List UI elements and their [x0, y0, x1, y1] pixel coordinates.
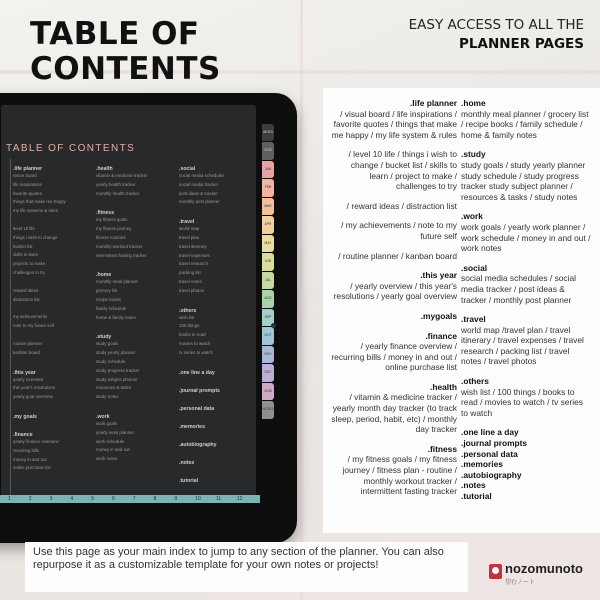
toc-item-link[interactable]: routine planner	[13, 340, 43, 346]
group-gap	[179, 207, 256, 216]
month-number-link[interactable]: 12	[236, 496, 243, 502]
toc-item-link[interactable]: my life systems & rules	[13, 208, 58, 214]
toc-item-link[interactable]: home & family notes	[96, 314, 136, 320]
toc-item-link[interactable]: yearly health tracker	[96, 181, 136, 187]
toc-item-link[interactable]: fitness routines	[96, 234, 126, 240]
footer-note	[25, 542, 468, 592]
tablet-mockup	[0, 93, 297, 543]
toc-item-link[interactable]: online purchase list	[13, 465, 51, 471]
toc-item-link[interactable]: work goals	[96, 420, 117, 426]
group-gap	[179, 412, 256, 421]
panel-right-column	[461, 98, 591, 511]
toc-item-link[interactable]: social media schedules	[179, 173, 225, 178]
toc-item-link[interactable]: life inspirations	[13, 181, 43, 187]
toc-section-link[interactable]: .personal data	[179, 405, 215, 412]
toc-item-link[interactable]: vitamin & medicine tracker	[96, 173, 148, 178]
side-tab-nov[interactable]: NOV	[262, 346, 274, 363]
month-number-link[interactable]: 9	[174, 496, 178, 502]
toc-section-link[interactable]: .this year	[13, 369, 36, 376]
group-gap	[96, 198, 178, 207]
toc-item-link[interactable]: world map	[179, 226, 200, 232]
section-items: monthly meal planner / grocery list / recipe books / family schedule / home & family notes	[461, 108, 589, 140]
group-gap	[179, 394, 256, 403]
toc-item-link[interactable]: travel photos	[179, 287, 205, 293]
footer-text: Use this page as your main index to jump to any section of the planner. You can also repurpose it as a customizable template for your own notes or projects!	[33, 546, 444, 571]
contents-section	[461, 263, 591, 305]
logo-mark-icon	[489, 564, 502, 579]
toc-section-link[interactable]: .social	[179, 166, 196, 172]
month-number-link[interactable]: 3	[49, 496, 53, 502]
month-number-link[interactable]: 7	[132, 496, 136, 502]
toc-section-link[interactable]: .fitness	[96, 210, 115, 217]
toc-item-link[interactable]: bucket list	[13, 243, 33, 249]
contents-section	[461, 149, 591, 202]
month-number-link[interactable]: 2	[28, 496, 32, 502]
toc-section-link[interactable]: .home	[96, 272, 112, 279]
section-items: wish list / 100 things / books to read / movies to watch / tv series to watch	[461, 386, 583, 418]
toc-item-link[interactable]: monthly post planner	[179, 199, 220, 205]
section-items: / my achievements / note to my future self	[341, 220, 457, 241]
section-items: / routine planner / kanban board	[338, 250, 457, 261]
side-tab-jan[interactable]: JAN	[262, 161, 274, 178]
section-items: / yearly finance overview / recurring bills / money in and out / online purchase list	[331, 341, 457, 373]
contents-section	[331, 382, 457, 435]
month-number-link[interactable]: 11	[216, 496, 222, 502]
toc-item-link[interactable]: my fitness journey	[96, 226, 132, 232]
toc-item-link[interactable]: wish list	[179, 314, 195, 320]
contents-section	[461, 438, 591, 449]
toc-item-link[interactable]: 100 things	[179, 323, 200, 329]
toc-section-link[interactable]: .memories	[179, 423, 205, 430]
toc-column-1	[13, 163, 95, 473]
toc-item-link[interactable]: reward ideas	[13, 287, 39, 293]
section-heading: .personal data	[461, 448, 518, 459]
toc-section-link[interactable]: .one line a day	[179, 369, 215, 376]
side-tab-strip	[262, 124, 274, 420]
section-heading: .social	[461, 262, 488, 273]
section-items: / visual board / life inspirations / favorite quotes / things that make me happy / my life system & rules	[331, 108, 457, 140]
toc-section-link[interactable]: .study	[96, 334, 112, 341]
toc-item-link[interactable]: travel itinerary	[179, 243, 207, 249]
toc-item-link[interactable]: skills to learn	[13, 252, 39, 258]
group-gap	[179, 296, 256, 305]
toc-item-link[interactable]: things that make me happy	[13, 199, 66, 205]
toc-item-link[interactable]: money in and out	[13, 456, 47, 462]
panel-left-column	[331, 98, 457, 506]
toc-item-link[interactable]: money in and out	[96, 447, 130, 453]
side-tab-dec[interactable]: DEC	[262, 364, 274, 381]
section-heading: .health	[430, 381, 457, 392]
month-number-link[interactable]: 10	[195, 496, 201, 502]
toc-item-link[interactable]: favorite quotes	[13, 190, 42, 196]
contents-section	[461, 470, 591, 481]
camera-dot	[271, 323, 276, 328]
contents-section	[331, 251, 457, 262]
section-items: work goals / yearly work planner / work schedule / money in and out / work notes	[461, 221, 591, 254]
toc-section-link[interactable]: .health	[96, 166, 113, 172]
toc-item-link[interactable]: recipe books	[96, 296, 121, 302]
toc-section-link[interactable]: .finance	[13, 431, 33, 438]
section-heading: .one line a day	[461, 427, 519, 438]
toc-item-link[interactable]: challenges to try	[13, 269, 45, 275]
side-tab-notes[interactable]: NOTES	[262, 401, 274, 418]
toc-item-link[interactable]: movies to watch	[179, 340, 211, 346]
group-gap	[179, 358, 256, 367]
contents-section	[331, 149, 457, 191]
toc-column-2	[96, 163, 178, 464]
toc-item-link[interactable]: resources & tasks	[96, 385, 131, 391]
toc-item-link[interactable]: tv series to watch	[179, 349, 213, 355]
toc-section-link[interactable]: .notes	[179, 459, 195, 466]
contents-section	[331, 331, 457, 373]
toc-item-link[interactable]: yearly overview	[13, 376, 44, 382]
contents-section	[331, 444, 457, 497]
section-items: social media schedules / social media tracker / post ideas & tracker / monthly post planner	[461, 273, 576, 305]
section-heading: .work	[461, 211, 483, 222]
section-heading: .mygoals	[420, 310, 457, 321]
group-gap	[13, 216, 95, 225]
toc-column-3	[179, 163, 256, 484]
toc-item-link[interactable]: work notes	[96, 456, 118, 462]
toc-section-link[interactable]: .life planner	[13, 166, 43, 172]
month-number-link[interactable]: 6	[112, 496, 115, 502]
section-items: / vitamin & medicine tracker / yearly month day tracker (to track sleep, period, habit, etc) / monthly day tracker	[331, 392, 457, 435]
toc-item-link[interactable]: monthly health tracker	[96, 190, 140, 196]
side-tab-feb[interactable]: FEB	[262, 179, 274, 196]
contents-section	[331, 220, 457, 241]
group-gap	[13, 331, 95, 340]
toc-section-link[interactable]: .autobiography	[179, 441, 217, 448]
section-heading: .memories	[461, 459, 503, 470]
side-tab-2026[interactable]: 2026	[262, 383, 274, 400]
toc-item-link[interactable]: family schedule	[96, 305, 127, 311]
logo-sub: 望むノート	[505, 580, 535, 586]
toc-item-link[interactable]: monthly meal planner	[96, 279, 138, 285]
contents-section	[461, 459, 591, 470]
group-gap	[13, 420, 95, 429]
toc-item-link[interactable]: projects to make	[13, 261, 46, 267]
toc-item-link[interactable]: kanban board	[13, 349, 40, 355]
page-title	[30, 17, 221, 87]
month-bar	[0, 495, 260, 503]
section-heading: .tutorial	[461, 491, 492, 501]
side-tab-sep[interactable]: SEP	[262, 309, 274, 326]
toc-item-link[interactable]: grocery list	[96, 288, 118, 294]
section-items: / yearly overview / this year's resolutions / yearly goal overview	[333, 280, 457, 302]
section-items: / level 10 life / things i wish to change / bucket list / skills to learn / project to make / challenges to try	[348, 149, 457, 192]
toc-item-link[interactable]: post ideas & tracker	[179, 190, 218, 196]
toc-item-link[interactable]: study schedule	[96, 358, 126, 364]
month-number-link[interactable]: 1	[8, 496, 11, 502]
toc-item-link[interactable]: study goals	[96, 341, 119, 347]
group-gap	[13, 304, 95, 313]
toc-item-link[interactable]: study notes	[96, 394, 119, 400]
brand-logo	[489, 561, 599, 591]
toc-section-link[interactable]: .work	[96, 413, 110, 420]
contents-section	[331, 98, 457, 140]
toc-item-link[interactable]: work schedule	[96, 438, 125, 444]
contents-section	[331, 311, 457, 322]
contents-section	[461, 314, 591, 367]
toc-item-link[interactable]: yearly goal overview	[13, 394, 53, 400]
contents-section	[461, 480, 591, 491]
toc-item-link[interactable]: travel expenses	[179, 252, 210, 258]
toc-item-link[interactable]: study yearly planner	[96, 350, 136, 356]
toc-item-link[interactable]: distraction list	[13, 296, 40, 302]
toc-item-link[interactable]: my fitness goals	[96, 217, 128, 223]
contents-section	[461, 427, 591, 438]
toc-section-link[interactable]: .others	[179, 307, 197, 314]
group-gap	[96, 402, 178, 411]
side-tab-aug[interactable]: AUG	[262, 290, 274, 307]
section-heading: .notes	[461, 480, 486, 491]
toc-item-link[interactable]: books to read	[179, 332, 206, 338]
toc-item-link[interactable]: study progress tracker	[96, 367, 140, 373]
section-items: study goals / study yearly planner study schedule / study progress tracker study subject planner / resources & tasks / study notes	[461, 159, 586, 202]
subtitle-line: EASY ACCESS TO ALL THE	[408, 17, 584, 33]
section-heading: .finance	[425, 330, 457, 341]
contents-section	[461, 98, 591, 140]
divider	[10, 159, 11, 496]
toc-item-link[interactable]: yearly finance overview	[13, 438, 59, 444]
subtitle-line-bold: PLANNER PAGES	[459, 36, 584, 52]
background-stripe	[300, 0, 303, 600]
section-heading: .life planner	[409, 98, 457, 108]
toc-item-link[interactable]: intermittent fasting tracker	[96, 252, 147, 258]
group-gap	[13, 278, 95, 287]
month-number-link[interactable]: 4	[70, 496, 74, 502]
contents-section	[331, 201, 457, 212]
side-tab-index[interactable]: INDEX	[262, 124, 274, 141]
section-heading: .autobiography	[461, 469, 522, 480]
toc-section-link[interactable]: .my goals	[13, 413, 37, 420]
group-gap	[179, 376, 256, 385]
contents-section	[461, 376, 591, 418]
side-tab-mar[interactable]: MAR	[262, 198, 274, 215]
toc-section-link[interactable]: .tutorial	[179, 477, 199, 484]
screen-title: TABLE OF CONTENTS	[6, 143, 136, 154]
title-line: CONTENTS	[30, 51, 221, 87]
contents-section	[331, 270, 457, 302]
toc-item-link[interactable]: level 10 life	[13, 225, 35, 231]
toc-item-link[interactable]: note to my future self	[13, 323, 54, 329]
section-heading: .this year	[420, 270, 457, 281]
contents-section	[461, 449, 591, 460]
toc-section-link[interactable]: .journal prompts	[179, 387, 220, 394]
toc-item-link[interactable]: packing list	[179, 270, 201, 276]
toc-item-link[interactable]: travel notes	[179, 278, 202, 284]
month-number-link[interactable]: 5	[91, 496, 94, 502]
toc-item-link[interactable]: vision board	[13, 173, 37, 178]
toc-item-link[interactable]: my achievements	[13, 314, 48, 320]
side-tab-apr[interactable]: APR	[262, 216, 274, 233]
toc-item-link[interactable]: things i wish to change	[13, 234, 58, 240]
toc-item-link[interactable]: yearly work planner	[96, 429, 135, 435]
group-gap	[179, 466, 256, 475]
toc-item-link[interactable]: travel plan	[179, 234, 200, 240]
section-heading: .home	[461, 98, 486, 108]
contents-section	[461, 491, 591, 502]
side-tab-2025[interactable]: 2025	[262, 142, 274, 159]
toc-section-link[interactable]: .travel	[179, 219, 195, 226]
tablet-screen	[1, 105, 256, 496]
group-gap	[13, 402, 95, 411]
toc-item-link[interactable]: travel research	[179, 261, 209, 267]
group-gap	[96, 322, 178, 331]
contents-section	[461, 211, 591, 253]
toc-item-link[interactable]: social media tracker	[179, 181, 219, 187]
group-gap	[179, 448, 256, 457]
section-items: / reward ideas / distraction list	[346, 200, 457, 211]
section-heading: .others	[461, 376, 489, 387]
section-items: world map /travel plan / travel itinerary / travel expenses / travel research / packing list / travel notes / travel photos	[461, 324, 584, 367]
page-subtitle	[409, 16, 584, 54]
side-tab-jun[interactable]: JUN	[262, 253, 274, 270]
logo-name: nozomunoto	[505, 561, 583, 576]
contents-panel	[323, 88, 600, 533]
toc-item-link[interactable]: recurring bills	[13, 447, 40, 453]
toc-item-link[interactable]: monthly workout tracker	[96, 243, 143, 249]
month-number-link[interactable]: 8	[153, 496, 157, 502]
group-gap	[13, 358, 95, 367]
side-tab-may[interactable]: MAY	[262, 235, 274, 252]
toc-item-link[interactable]: study subject planner	[96, 376, 138, 382]
section-items: / my fitness goals / my fitness journey / fitness plan - routine / monthly workout tracker / intermittent fasting tracker	[342, 454, 457, 497]
toc-item-link[interactable]: this year's resolutions	[13, 385, 56, 391]
group-gap	[96, 260, 178, 269]
side-tab-jul[interactable]: JUL	[262, 272, 274, 289]
section-heading: .travel	[461, 314, 486, 325]
group-gap	[179, 430, 256, 439]
section-heading: .study	[461, 149, 486, 160]
section-heading: .fitness	[427, 443, 457, 454]
title-line: TABLE OF	[30, 16, 200, 52]
section-heading: .journal prompts	[461, 438, 528, 449]
side-tab-oct[interactable]: OCT	[262, 327, 274, 344]
